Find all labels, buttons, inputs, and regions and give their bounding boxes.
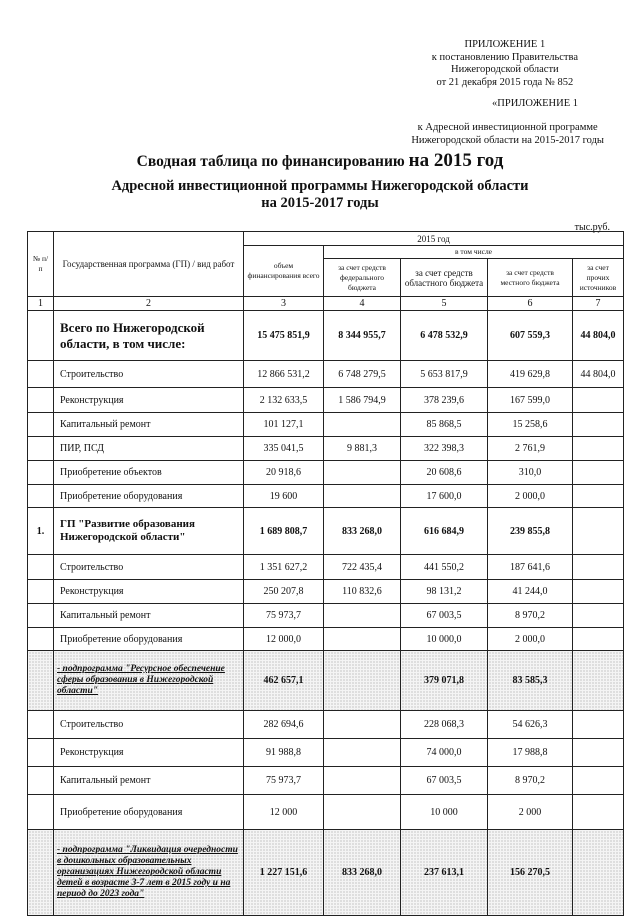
cell-other [573, 604, 624, 628]
cell-other [573, 767, 624, 795]
row-label: ПИР, ПСД [54, 437, 244, 461]
row-number [28, 311, 54, 361]
table-row [28, 311, 624, 361]
appendix-line: от 21 декабря 2015 года № 852 [436, 76, 574, 88]
cell-total: 12 000,0 [244, 628, 324, 651]
row-number [28, 361, 54, 388]
row-label: - подпрограмма "Ликвидация очередности в дошкольных образовательных организациях Нижегородской области детей в возрасте 3-7 лет в 2015 году и на период до 2023 года" [54, 830, 244, 916]
table-row [28, 711, 624, 739]
row-label: Капитальный ремонт [54, 767, 244, 795]
table-row [28, 739, 624, 767]
document-subtitle [0, 178, 640, 212]
cell-total: 282 694,6 [244, 711, 324, 739]
row-number [28, 437, 54, 461]
table-row [28, 413, 624, 437]
program-line: Нижегородской области на 2015-2017 годы [411, 134, 604, 146]
cell-other [573, 485, 624, 508]
cell-total: 1 689 808,7 [244, 508, 324, 555]
document-title [0, 150, 640, 172]
cell-other [573, 555, 624, 580]
cell-total: 1 227 151,6 [244, 830, 324, 916]
cell-other: 44 804,0 [573, 361, 624, 388]
table-row [28, 461, 624, 485]
column-number: 5 [401, 297, 488, 311]
column-number-row [28, 297, 624, 311]
cell-total: 19 600 [244, 485, 324, 508]
quote-title: «ПРИЛОЖЕНИЕ 1 [492, 98, 578, 109]
cell-total: 75 973,7 [244, 604, 324, 628]
table-row [28, 628, 624, 651]
cell-federal [324, 651, 401, 711]
row-label: Реконструкция [54, 739, 244, 767]
cell-other [573, 628, 624, 651]
row-number [28, 628, 54, 651]
cell-local: 2 000,0 [488, 485, 573, 508]
financing-table [27, 231, 624, 916]
cell-federal [324, 711, 401, 739]
column-number: 4 [324, 297, 401, 311]
cell-total: 91 988,8 [244, 739, 324, 767]
cell-federal [324, 767, 401, 795]
row-number [28, 580, 54, 604]
cell-federal [324, 413, 401, 437]
row-number [28, 388, 54, 413]
cell-other [573, 830, 624, 916]
cell-total: 335 041,5 [244, 437, 324, 461]
cell-regional: 322 398,3 [401, 437, 488, 461]
row-number [28, 830, 54, 916]
row-number [28, 767, 54, 795]
cell-regional: 237 613,1 [401, 830, 488, 916]
row-label: Строительство [54, 361, 244, 388]
subtitle-line: на 2015-2017 годы [261, 195, 379, 211]
cell-total: 15 475 851,9 [244, 311, 324, 361]
cell-local: 15 258,6 [488, 413, 573, 437]
column-number: 2 [54, 297, 244, 311]
table-row [28, 485, 624, 508]
appendix-line: к постановлению Правительства [431, 51, 578, 63]
cell-total: 1 351 627,2 [244, 555, 324, 580]
cell-federal: 8 344 955,7 [324, 311, 401, 361]
cell-local: 2 000,0 [488, 628, 573, 651]
row-label: Приобретение оборудования [54, 485, 244, 508]
cell-regional: 85 868,5 [401, 413, 488, 437]
row-label: Реконструкция [54, 580, 244, 604]
cell-other [573, 413, 624, 437]
cell-federal [324, 604, 401, 628]
cell-total: 101 127,1 [244, 413, 324, 437]
cell-local: 2 761,9 [488, 437, 573, 461]
table-row [28, 604, 624, 628]
cell-other [573, 461, 624, 485]
cell-regional: 17 600,0 [401, 485, 488, 508]
header-including: в том числе [324, 246, 624, 259]
cell-other [573, 795, 624, 830]
row-number [28, 485, 54, 508]
cell-federal: 9 881,3 [324, 437, 401, 461]
table-row [28, 580, 624, 604]
cell-federal [324, 485, 401, 508]
cell-local: 167 599,0 [488, 388, 573, 413]
header-num: № п/п [28, 232, 54, 297]
cell-regional: 5 653 817,9 [401, 361, 488, 388]
header-total: объем финансирования всего [244, 246, 324, 297]
cell-regional: 379 071,8 [401, 651, 488, 711]
header-year: 2015 год [244, 232, 624, 246]
cell-federal [324, 739, 401, 767]
header-other: за счет прочих источников [573, 259, 624, 297]
row-label: Капитальный ремонт [54, 604, 244, 628]
column-number: 6 [488, 297, 573, 311]
row-number [28, 555, 54, 580]
row-number [28, 711, 54, 739]
cell-federal: 110 832,6 [324, 580, 401, 604]
cell-other [573, 711, 624, 739]
table-row [28, 767, 624, 795]
row-label: Приобретение объектов [54, 461, 244, 485]
cell-regional: 67 003,5 [401, 767, 488, 795]
table-row [28, 388, 624, 413]
cell-regional: 6 478 532,9 [401, 311, 488, 361]
cell-total: 12 000 [244, 795, 324, 830]
cell-federal [324, 795, 401, 830]
row-number: 1. [28, 508, 54, 555]
title-prefix: Сводная таблица по финансированию [136, 153, 405, 170]
cell-local: 419 629,8 [488, 361, 573, 388]
cell-regional: 378 239,6 [401, 388, 488, 413]
row-number [28, 604, 54, 628]
cell-other: 44 804,0 [573, 311, 624, 361]
cell-other [573, 388, 624, 413]
cell-regional: 98 131,2 [401, 580, 488, 604]
cell-local: 2 000 [488, 795, 573, 830]
cell-local: 156 270,5 [488, 830, 573, 916]
row-label: Строительство [54, 555, 244, 580]
cell-regional: 228 068,3 [401, 711, 488, 739]
cell-total: 75 973,7 [244, 767, 324, 795]
appendix-line: Нижегородской области [451, 64, 559, 75]
row-number [28, 651, 54, 711]
program-header [411, 122, 604, 147]
cell-local: 310,0 [488, 461, 573, 485]
column-number: 3 [244, 297, 324, 311]
cell-federal: 6 748 279,5 [324, 361, 401, 388]
row-label: Капитальный ремонт [54, 413, 244, 437]
cell-federal: 722 435,4 [324, 555, 401, 580]
cell-regional: 20 608,6 [401, 461, 488, 485]
header-program: Государственная программа (ГП) / вид работ [54, 232, 244, 297]
column-number: 7 [573, 297, 624, 311]
row-label: Всего по Нижегородской области, в том числе: [54, 311, 244, 361]
program-line: к Адресной инвестиционной программе [417, 122, 598, 133]
cell-local: 607 559,3 [488, 311, 573, 361]
appendix-header [432, 39, 578, 89]
cell-local: 17 988,8 [488, 739, 573, 767]
cell-regional: 616 684,9 [401, 508, 488, 555]
appendix-title: ПРИЛОЖЕНИЕ 1 [464, 39, 546, 50]
subtitle-line: Адресной инвестиционной программы Нижегородской области [111, 178, 529, 194]
cell-regional: 10 000 [401, 795, 488, 830]
cell-local: 41 244,0 [488, 580, 573, 604]
table-row [28, 508, 624, 555]
table-row [28, 795, 624, 830]
cell-total: 250 207,8 [244, 580, 324, 604]
cell-regional: 67 003,5 [401, 604, 488, 628]
cell-regional: 441 550,2 [401, 555, 488, 580]
row-label: ГП "Развитие образования Нижегородской области" [54, 508, 244, 555]
cell-federal [324, 461, 401, 485]
cell-total: 2 132 633,5 [244, 388, 324, 413]
cell-other [573, 437, 624, 461]
cell-other [573, 508, 624, 555]
row-number [28, 461, 54, 485]
row-label: Приобретение оборудования [54, 628, 244, 651]
cell-federal: 833 268,0 [324, 508, 401, 555]
header-regional: за счет средств областного бюджета [401, 259, 488, 297]
table-row [28, 361, 624, 388]
table-row [28, 830, 624, 916]
cell-local: 239 855,8 [488, 508, 573, 555]
title-year: на 2015 год [408, 150, 504, 171]
cell-local: 8 970,2 [488, 767, 573, 795]
cell-regional: 74 000,0 [401, 739, 488, 767]
cell-local: 8 970,2 [488, 604, 573, 628]
row-label: Приобретение оборудования [54, 795, 244, 830]
header-local: за счет средств местного бюджета [488, 259, 573, 297]
cell-federal [324, 628, 401, 651]
header-federal: за счет средств федерального бюджета [324, 259, 401, 297]
row-label: Строительство [54, 711, 244, 739]
row-number [28, 795, 54, 830]
row-label: Реконструкция [54, 388, 244, 413]
row-number [28, 739, 54, 767]
cell-local: 54 626,3 [488, 711, 573, 739]
unit-label: тыс.руб. [574, 222, 610, 233]
cell-total: 20 918,6 [244, 461, 324, 485]
cell-other [573, 651, 624, 711]
table-row [28, 555, 624, 580]
cell-other [573, 580, 624, 604]
row-label: - подпрограмма "Ресурсное обеспечение сферы образования в Нижегородской области" [54, 651, 244, 711]
cell-other [573, 739, 624, 767]
cell-total: 12 866 531,2 [244, 361, 324, 388]
cell-federal: 1 586 794,9 [324, 388, 401, 413]
table-row [28, 651, 624, 711]
cell-local: 187 641,6 [488, 555, 573, 580]
row-number [28, 413, 54, 437]
column-number: 1 [28, 297, 54, 311]
cell-local: 83 585,3 [488, 651, 573, 711]
table-row [28, 437, 624, 461]
cell-federal: 833 268,0 [324, 830, 401, 916]
cell-regional: 10 000,0 [401, 628, 488, 651]
cell-total: 462 657,1 [244, 651, 324, 711]
